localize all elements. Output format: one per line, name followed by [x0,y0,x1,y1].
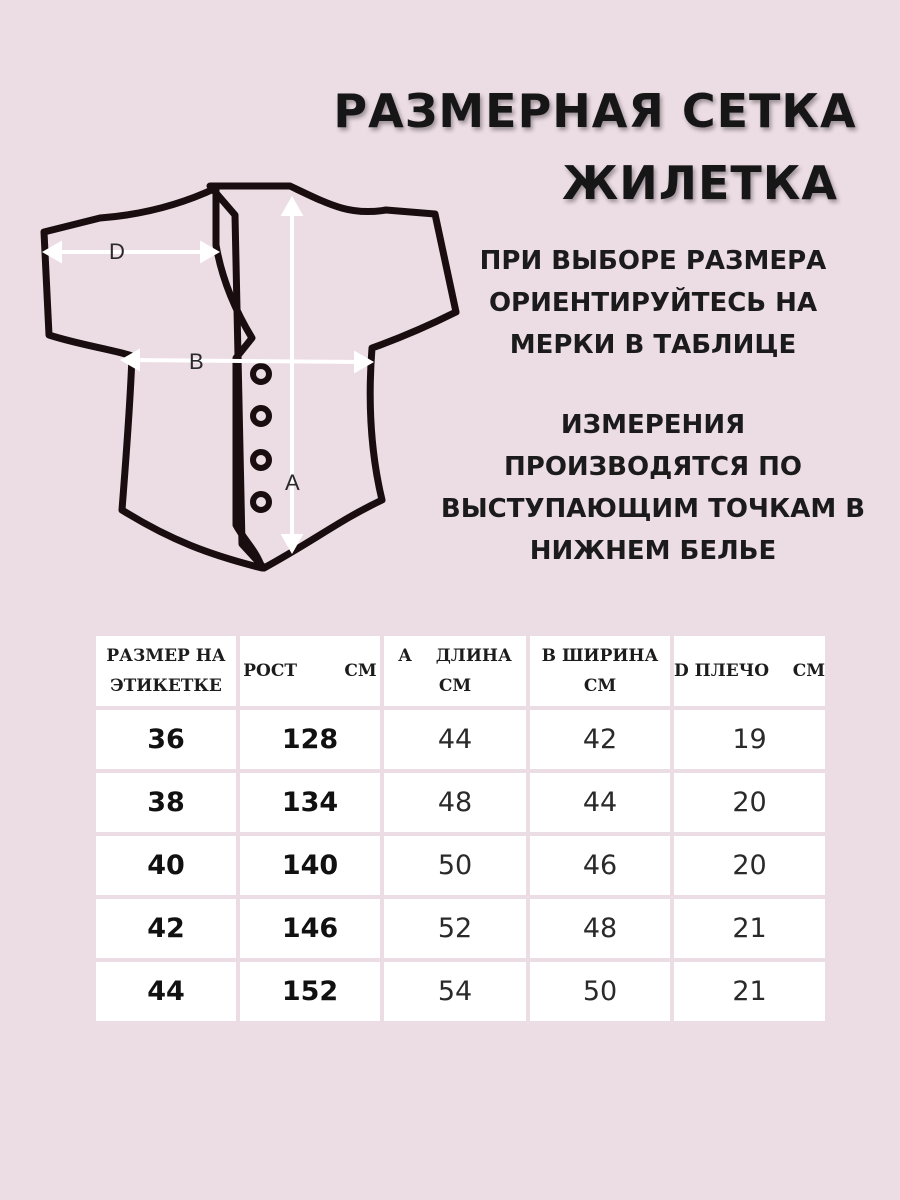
header-line: СМ [583,676,617,696]
note-line: НИЖНЕМ БЕЛЬЕ [529,536,777,566]
cell-shoulder: 20 [674,773,825,832]
cell-size: 42 [96,899,236,958]
header-line: СМ [438,676,472,696]
vest-diagram [30,170,470,580]
note-line: ПРОИЗВОДЯТСЯ ПО [504,452,802,482]
measure-arrows [46,200,370,550]
cell-length: 48 [384,773,526,832]
button-icon [253,452,269,468]
cell-size: 38 [96,773,236,832]
cell-height: 128 [240,710,380,769]
header-size-label [96,636,236,706]
table-row [96,773,825,832]
header-length-a [384,636,526,706]
note-line: ОРИЕНТИРУЙТЕСЬ НА [488,288,818,318]
header-line: РОСТ СМ [243,661,377,681]
label-d: D [109,239,125,264]
table-row [96,962,825,1021]
measurement-note [428,404,878,572]
table-row [96,899,825,958]
arrow-b [130,360,362,362]
label-a: A [285,470,300,495]
cell-length: 54 [384,962,526,1021]
button-icon [253,408,269,424]
button-icon [253,366,269,382]
size-table [92,632,829,1025]
cell-size: 36 [96,710,236,769]
page-title: РАЗМЕРНАЯ СЕТКА [333,84,857,138]
header-line: В ШИРИНА [541,646,659,666]
note-line: ВЫСТУПАЮЩИМ ТОЧКАМ В [440,494,866,524]
table-row [96,836,825,895]
header-line: А ДЛИНА [398,646,512,666]
table-header-row [96,636,825,706]
cell-length: 52 [384,899,526,958]
table-row [96,710,825,769]
note-line: ИЗМЕРЕНИЯ [560,410,746,440]
size-choice-note [428,240,878,366]
cell-height: 134 [240,773,380,832]
cell-width: 48 [530,899,670,958]
button-icon [253,494,269,510]
header-shoulder-d [674,636,825,706]
cell-shoulder: 19 [674,710,825,769]
note-line: МЕРКИ В ТАБЛИЦЕ [509,330,797,360]
cell-height: 140 [240,836,380,895]
header-line: ЭТИКЕТКЕ [110,676,222,696]
header-line: D ПЛЕЧО СМ [674,661,826,681]
cell-shoulder: 21 [674,962,825,1021]
cell-width: 46 [530,836,670,895]
cell-size: 44 [96,962,236,1021]
header-width-b [530,636,670,706]
note-line: ПРИ ВЫБОРЕ РАЗМЕРА [479,246,827,276]
cell-size: 40 [96,836,236,895]
cell-shoulder: 21 [674,899,825,958]
cell-width: 50 [530,962,670,1021]
header-line: РАЗМЕР НА [106,646,226,666]
vest-buttons [253,366,269,510]
cell-width: 42 [530,710,670,769]
page-subtitle: ЖИЛЕТКА [561,156,838,210]
cell-shoulder: 20 [674,836,825,895]
header-height [240,636,380,706]
cell-width: 44 [530,773,670,832]
cell-length: 50 [384,836,526,895]
label-b: B [189,349,204,374]
cell-height: 146 [240,899,380,958]
vest-outline [44,186,456,568]
cell-length: 44 [384,710,526,769]
cell-height: 152 [240,962,380,1021]
